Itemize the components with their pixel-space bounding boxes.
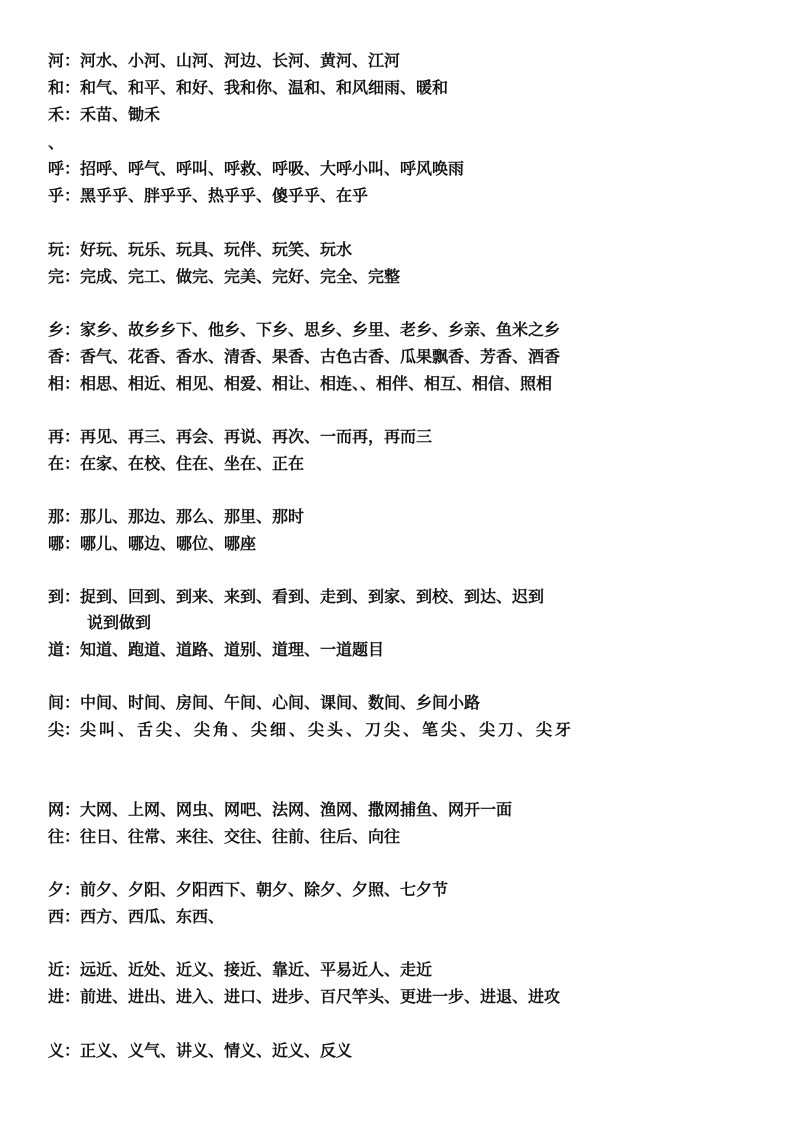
entry-colon: ： <box>64 880 81 899</box>
entry-words: 和气、和平、和好、我和你、温和、和风细雨、暖和 <box>80 78 449 97</box>
entry-dao-road <box>48 639 384 661</box>
entry-words: 完成、完工、做完、完美、完好、完全、完整 <box>80 267 401 286</box>
entry-words: 好玩、玩乐、玩具、玩伴、玩笑、玩水 <box>80 240 353 259</box>
entry-xiang-mutual <box>48 373 552 395</box>
entry-colon: ： <box>64 907 81 926</box>
entry-char: 间 <box>48 693 65 712</box>
entry-hu-particle <box>48 185 368 207</box>
entry-colon: ： <box>64 987 81 1006</box>
entry-jian-between <box>48 692 480 714</box>
entry-xi-evening <box>48 879 448 901</box>
entry-char: 香 <box>48 347 65 366</box>
entry-char: 呼 <box>48 159 65 178</box>
entry-words: 在家、在校、住在、坐在、正在 <box>80 454 305 473</box>
entry-char: 再 <box>48 427 65 446</box>
entry-words: 正义、义气、讲义、情义、近义、反义 <box>80 1041 353 1060</box>
entry-colon: ： <box>64 693 81 712</box>
entry-colon: ： <box>64 374 81 393</box>
entry-words: 再见、再三、再会、再说、再次、一而再，再而三 <box>80 427 433 446</box>
entry-colon: ： <box>64 720 81 739</box>
entry-char: 哪 <box>48 534 65 553</box>
entry-he-river <box>48 50 400 72</box>
entry-continuation: 说到做到 <box>87 613 152 632</box>
entry-na-which <box>48 533 256 555</box>
entry-colon: ： <box>64 454 81 473</box>
entry-wang-toward <box>48 826 400 848</box>
entry-char: 西 <box>48 907 65 926</box>
entry-words: 大网、上网、网虫、网吧、法网、渔网、撒网捕鱼、网开一面 <box>80 800 513 819</box>
entry-char: 乎 <box>48 186 65 205</box>
entry-hu-call <box>48 158 464 180</box>
entry-colon: ： <box>64 267 81 286</box>
entry-words: 捉到、回到、到来、来到、看到、走到、到家、到校、到达、迟到 <box>80 587 545 606</box>
entry-char: 道 <box>48 640 65 659</box>
entry-colon: ： <box>64 960 81 979</box>
entry-colon: ： <box>64 587 81 606</box>
entry-char: 近 <box>48 960 65 979</box>
entry-words: 招呼、呼气、呼叫、呼救、呼吸、大呼小叫、呼风唤雨 <box>80 159 465 178</box>
entry-char: 禾 <box>48 105 65 124</box>
entry-words: 中间、时间、房间、午间、心间、课间、数间、乡间小路 <box>80 693 481 712</box>
entry-char: 往 <box>48 827 65 846</box>
entry-char: 和 <box>48 78 65 97</box>
entry-words: 尖叫、舌尖、尖角、尖细、尖头、刀尖、笔尖、尖刀、尖牙 <box>80 720 575 739</box>
entry-colon: ： <box>64 507 81 526</box>
entry-colon: ： <box>64 1041 81 1060</box>
entry-xi-west <box>48 906 224 928</box>
entry-colon: ： <box>64 827 81 846</box>
entry-colon: ： <box>64 640 81 659</box>
entry-char: 相 <box>48 374 65 393</box>
entry-zai-again <box>48 426 432 448</box>
entry-words: 河水、小河、山河、河边、长河、黄河、江河 <box>80 51 401 70</box>
entry-words: 往日、往常、来往、交往、往前、往后、向往 <box>80 827 401 846</box>
entry-colon: ： <box>64 105 81 124</box>
entry-jin-near <box>48 959 432 981</box>
entry-colon: ： <box>64 51 81 70</box>
entry-colon: ： <box>64 159 81 178</box>
entry-char: 玩 <box>48 240 65 259</box>
stray-separator: 、 <box>48 133 65 152</box>
entry-char: 完 <box>48 267 65 286</box>
entry-words: 禾苗、锄禾 <box>80 105 161 124</box>
entry-xiang-village <box>48 319 560 341</box>
entry-char: 到 <box>48 587 65 606</box>
entry-char: 夕 <box>48 880 65 899</box>
entry-words: 前进、进出、进入、进口、进步、百尺竿头、更进一步、进退、进攻 <box>80 987 561 1006</box>
entry-colon: ： <box>64 347 81 366</box>
entry-dao-arrive <box>48 586 544 608</box>
entry-xiang-fragrant <box>48 346 560 368</box>
entry-words: 香气、花香、香水、清香、果香、古色古香、瓜果飘香、芳香、酒香 <box>80 347 561 366</box>
entry-char: 网 <box>48 800 65 819</box>
entry-jian-sharp <box>48 719 574 741</box>
entry-words: 远近、近处、近义、接近、靠近、平易近人、走近 <box>80 960 433 979</box>
entry-colon: ： <box>64 320 81 339</box>
entry-words: 西方、西瓜、东西、 <box>80 907 225 926</box>
entry-colon: ： <box>64 78 81 97</box>
entry-words: 那儿、那边、那么、那里、那时 <box>80 507 305 526</box>
entry-colon: ： <box>64 800 81 819</box>
entry-words: 相思、相近、相见、相爱、相让、相连、、相伴、相互、相信、照相 <box>80 374 553 393</box>
entry-words: 家乡、故乡乡下、他乡、下乡、思乡、乡里、老乡、乡亲、鱼米之乡 <box>80 320 561 339</box>
entry-wan-complete <box>48 266 400 288</box>
entry-words: 哪儿、哪边、哪位、哪座 <box>80 534 257 553</box>
entry-colon: ： <box>64 534 81 553</box>
entry-he-harmony <box>48 77 448 99</box>
entry-words: 知道、跑道、道路、道别、道理、一道题目 <box>80 640 385 659</box>
entry-colon: ： <box>64 186 81 205</box>
entry-zai-at <box>48 453 304 475</box>
entry-wang-net <box>48 799 512 821</box>
entry-char: 进 <box>48 987 65 1006</box>
entry-words: 黑乎乎、胖乎乎、热乎乎、傻乎乎、在乎 <box>80 186 369 205</box>
entry-colon: ： <box>64 427 81 446</box>
entry-colon: ： <box>64 240 81 259</box>
entry-char: 河 <box>48 51 65 70</box>
entry-char: 在 <box>48 454 65 473</box>
entry-wan-play <box>48 239 352 261</box>
entry-char: 那 <box>48 507 65 526</box>
entry-words: 前夕、夕阳、夕阳西下、朝夕、除夕、夕照、七夕节 <box>80 880 449 899</box>
entry-he-grain <box>48 104 160 126</box>
entry-yi-justice <box>48 1040 352 1062</box>
entry-jin-enter <box>48 986 560 1008</box>
entry-char: 乡 <box>48 320 65 339</box>
entry-na-that <box>48 506 304 528</box>
entry-char: 义 <box>48 1041 65 1060</box>
entry-char: 尖 <box>48 720 65 739</box>
